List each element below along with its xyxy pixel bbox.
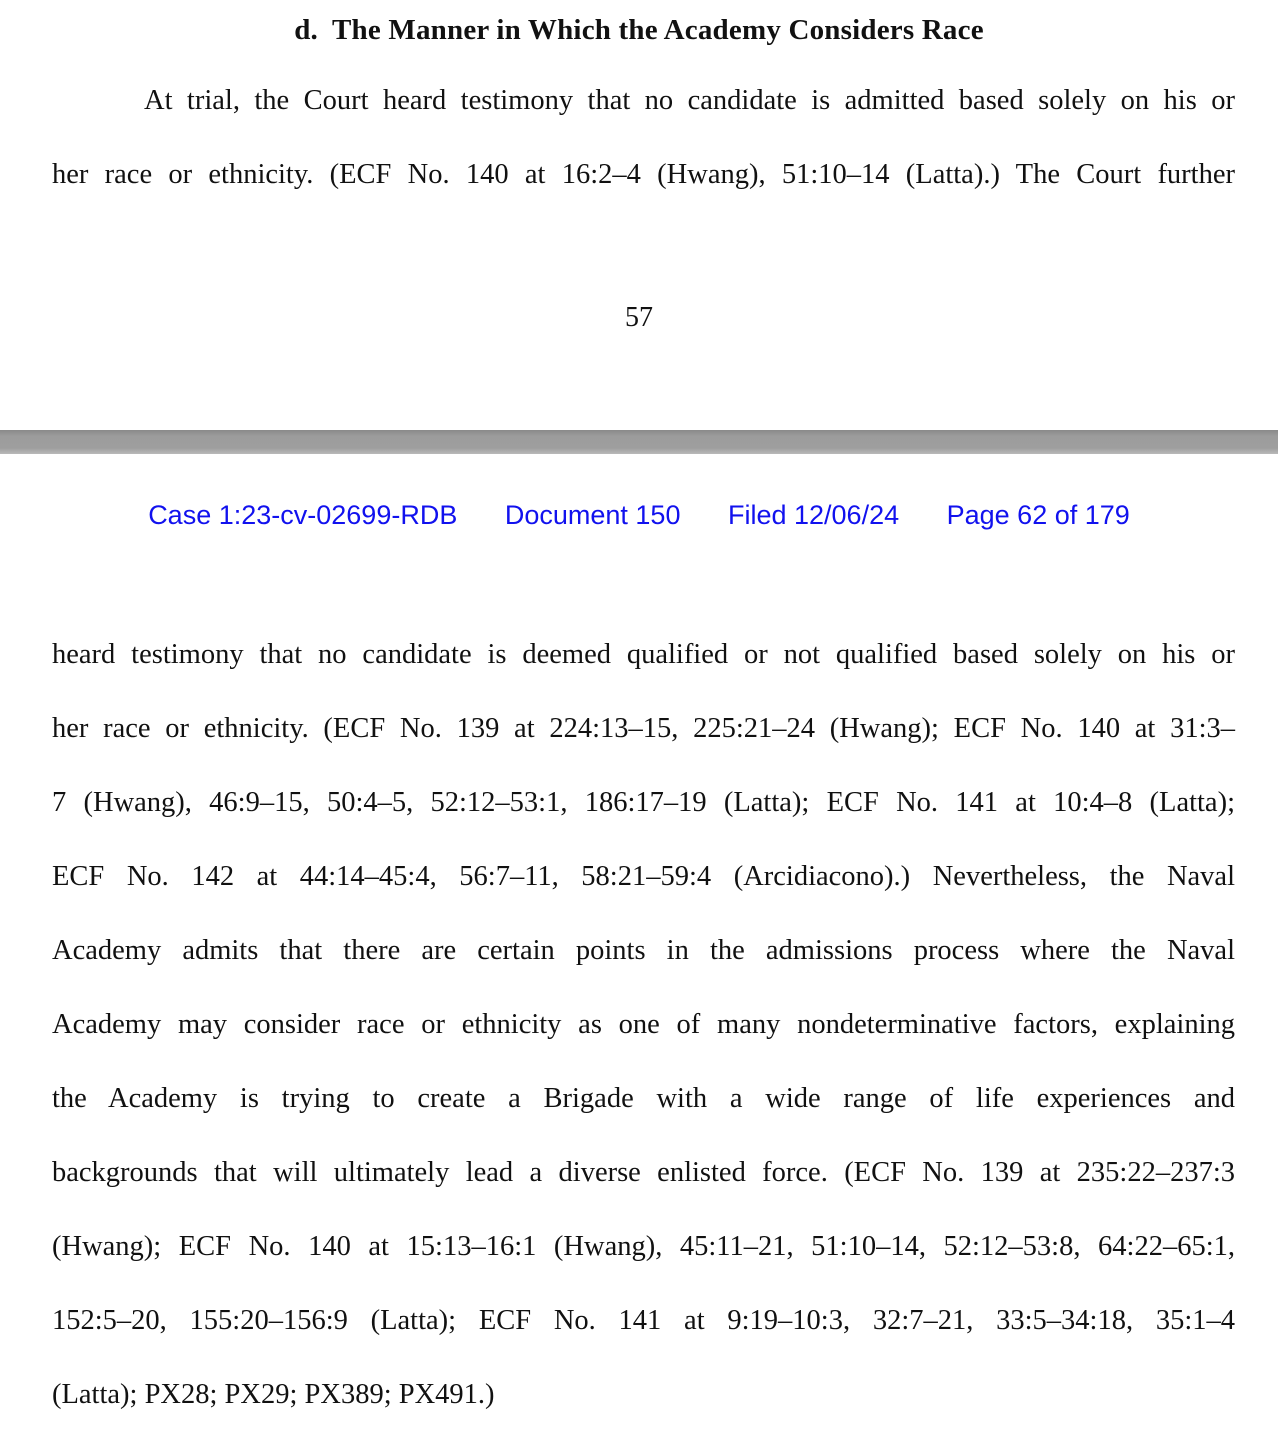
page-count: Page 62 of 179 bbox=[946, 500, 1130, 530]
text-line: ECF No. 142 at 44:14–45:4, 56:7–11, 58:21–59:4 (Arcidiacono).) Nevertheless, the Naval bbox=[52, 861, 1235, 892]
page-number: 57 bbox=[625, 302, 653, 333]
text-line: the Academy is trying to create a Brigade with a wide range of life experiences and bbox=[52, 1083, 1235, 1114]
page-57 bbox=[0, 0, 1278, 430]
text-line: 152:5–20, 155:20–156:9 (Latta); ECF No. 141 at 9:19–10:3, 32:7–21, 33:5–34:18, 35:1–4 bbox=[52, 1305, 1235, 1336]
paragraph-top bbox=[52, 64, 1235, 212]
page-divider bbox=[0, 430, 1278, 454]
text-line: (Hwang); ECF No. 140 at 15:13–16:1 (Hwang), 45:11–21, 51:10–14, 52:12–53:8, 64:22–65:1, bbox=[52, 1231, 1235, 1262]
text-line: Academy admits that there are certain points in the admissions process where the Naval bbox=[52, 935, 1235, 966]
text-line: At trial, the Court heard testimony that no candidate is admitted based solely on his or bbox=[144, 85, 1235, 116]
text-line: 7 (Hwang), 46:9–15, 50:4–5, 52:12–53:1, 186:17–19 (Latta); ECF No. 141 at 10:4–8 (Latta); bbox=[52, 787, 1235, 818]
text-line: backgrounds that will ultimately lead a diverse enlisted force. (ECF No. 139 at 235:22–237:3 bbox=[52, 1157, 1235, 1188]
document-number: Document 150 bbox=[504, 500, 681, 530]
text-line: (Latta); PX28; PX29; PX389; PX491.) bbox=[52, 1379, 495, 1410]
case-number: Case 1:23-cv-02699-RDB bbox=[148, 500, 458, 530]
text-line: Academy may consider race or ethnicity as one of many nondeterminative factors, explaining bbox=[52, 1009, 1235, 1040]
text-line: heard testimony that no candidate is deemed qualified or not qualified based solely on his or bbox=[52, 639, 1235, 670]
filed-date: Filed 12/06/24 bbox=[727, 500, 900, 530]
section-letter: d. bbox=[294, 14, 318, 46]
case-header-stamp bbox=[0, 500, 1278, 531]
section-title: The Manner in Which the Academy Considers Race bbox=[332, 14, 984, 46]
paragraph-bottom bbox=[52, 618, 1235, 1432]
text-line: her race or ethnicity. (ECF No. 140 at 16:2–4 (Hwang), 51:10–14 (Latta).) The Court further bbox=[52, 159, 1235, 190]
section-heading bbox=[0, 14, 1278, 47]
text-line: her race or ethnicity. (ECF No. 139 at 224:13–15, 225:21–24 (Hwang); ECF No. 140 at 31:3– bbox=[52, 713, 1235, 744]
